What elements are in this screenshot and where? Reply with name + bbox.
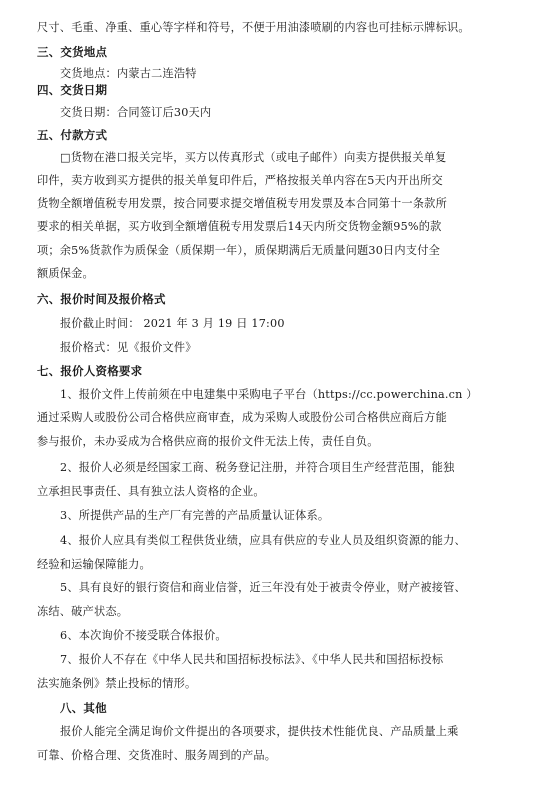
section-heading-quote-time: 六、报价时间及报价格式 <box>37 292 166 306</box>
qualification-line: 通过采购人或股份公司合格供应商审查，成为采购人或股份公司合格供应商后方能 <box>37 411 447 424</box>
quote-format-line: 报价格式：见《报价文件》 <box>60 341 197 354</box>
qualification-line: 经验和运输保障能力。 <box>37 558 151 571</box>
qualification-line: 4、报价人应具有类似工程供货业绩，应具有供应的专业人员及组织资源的能力、 <box>60 534 466 547</box>
payment-line: □货物在港口报关完毕，买方以传真形式（或电子邮件）向卖方提供报关单复 <box>60 151 447 164</box>
qualification-line: 法实施条例》禁止投标的情形。 <box>37 677 197 690</box>
section-heading-other: 八、其他 <box>60 701 107 715</box>
section-heading-qualification: 七、报价人资格要求 <box>37 364 143 378</box>
qualification-line: 3、所提供产品的生产厂有完善的产品质量认证体系。 <box>60 509 330 522</box>
delivery-date-line: 交货日期：合同签订后30天内 <box>60 106 212 119</box>
qualification-line: 立承担民事责任、具有独立法人资格的企业。 <box>37 485 265 498</box>
qualification-line: 1、报价文件上传前须在中电建集中采购电子平台（https://cc.powerchina.cn ） <box>60 388 478 401</box>
section-heading-delivery-place: 三、交货地点 <box>37 45 108 59</box>
qualification-line: 2、报价人必须是经国家工商、税务登记注册，并符合项目生产经营范围，能独 <box>60 461 455 474</box>
body-line: 尺寸、毛重、净重、重心等字样和符号，不便于用油漆喷刷的内容也可挂标示牌标识。 <box>37 21 470 34</box>
qualification-line: 冻结、破产状态。 <box>37 605 129 618</box>
payment-line: 印件，卖方收到买方提供的报关单复印件后，严格按报关单内容在5天内开出所交 <box>37 174 443 187</box>
payment-line: 项；余5%货款作为质保金（质保期一年），质保期满后无质量问题30日内支付全 <box>37 244 440 257</box>
other-line: 报价人能完全满足询价文件提出的各项要求，提供技术性能优良、产品质量上乘 <box>60 725 459 738</box>
delivery-place-line: 交货地点：内蒙古二连浩特 <box>60 67 197 80</box>
section-heading-payment: 五、付款方式 <box>37 128 108 142</box>
section-heading-delivery-date: 四、交货日期 <box>37 83 108 97</box>
payment-line: 额质保金。 <box>37 267 94 280</box>
qualification-line: 7、报价人不存在《中华人民共和国招标投标法》、《中华人民共和国招标投标 <box>60 653 444 666</box>
qualification-line: 6、本次询价不接受联合体报价。 <box>60 629 227 642</box>
payment-line: 货物全额增值税专用发票，按合同要求提交增值税专用发票及本合同第十一条款所 <box>37 197 447 210</box>
other-line: 可靠、价格合理、交货准时、服务周到的产品。 <box>37 749 277 762</box>
payment-line: 要求的相关单据，买方收到全额增值税专用发票后14天内所交货物金额95%的款 <box>37 220 442 233</box>
qualification-line: 5、具有良好的银行资信和商业信誉，近三年没有处于被责令停业，财产被接管、 <box>60 581 466 594</box>
qualification-line: 参与报价，未办妥成为合格供应商的报价文件无法上传，责任自负。 <box>37 435 379 448</box>
quote-deadline-line: 报价截止时间： 2021 年 3 月 19 日 17:00 <box>60 317 285 330</box>
